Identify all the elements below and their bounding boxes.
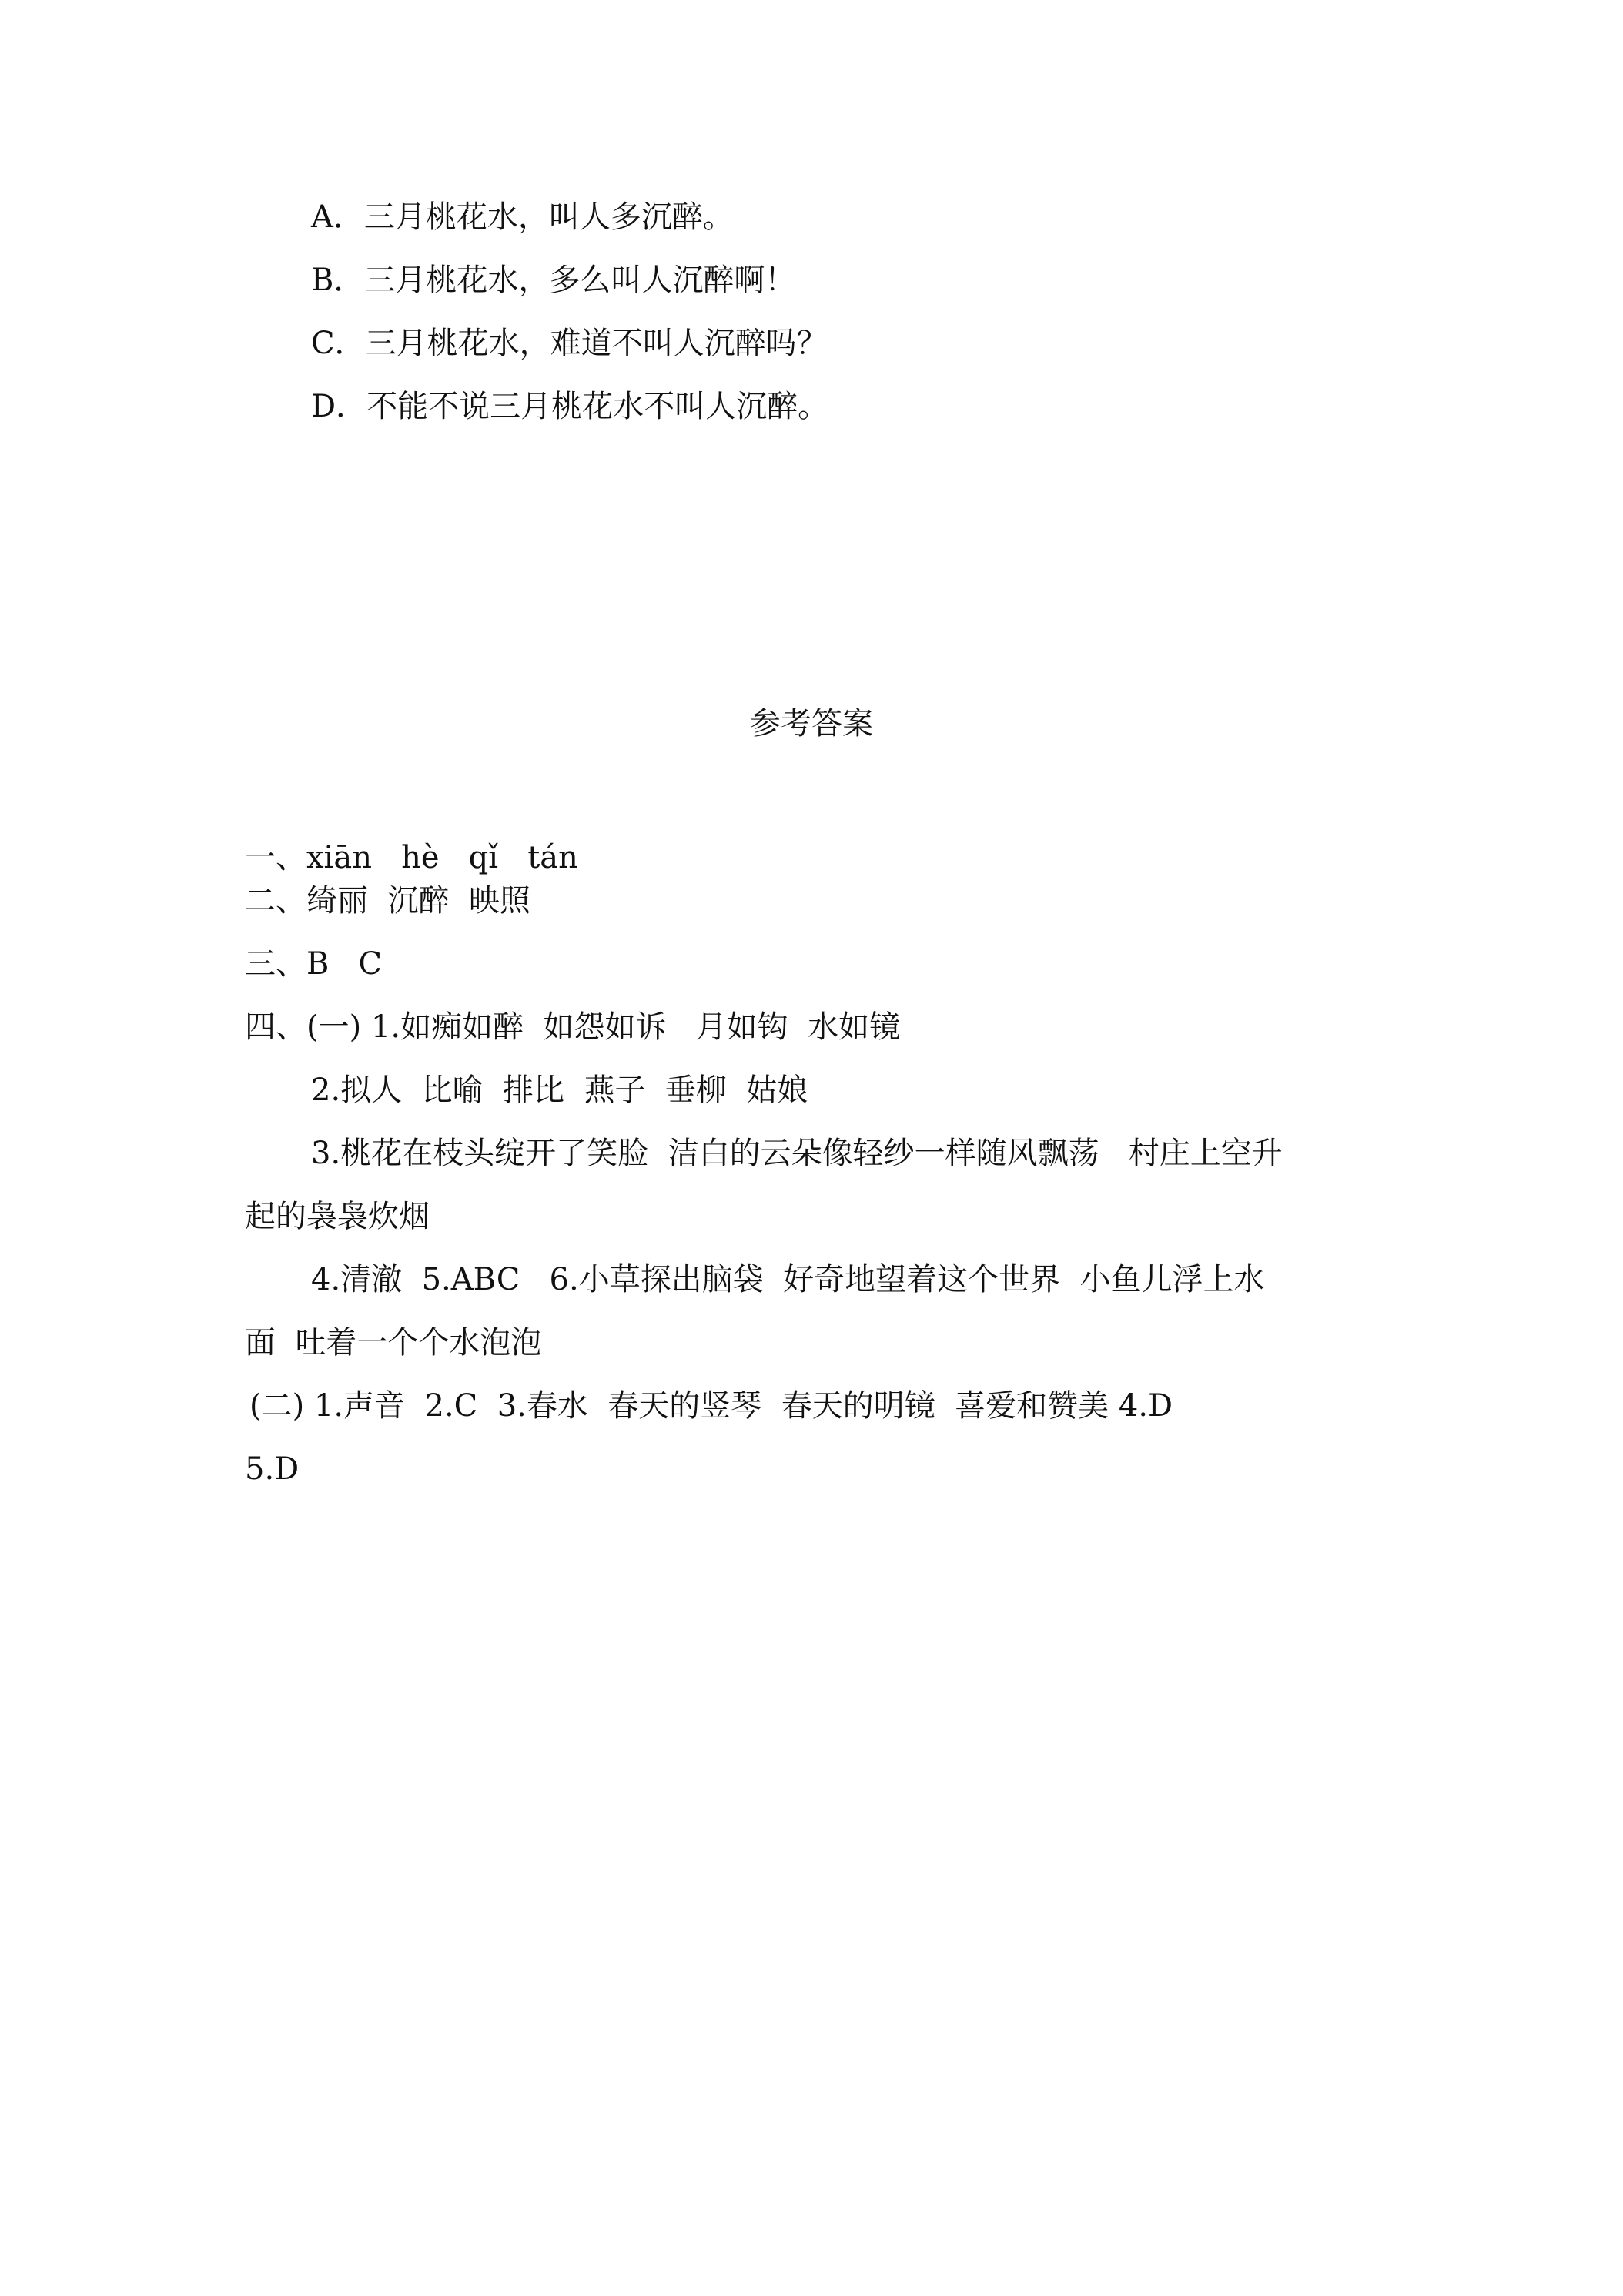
answer-part-1: 一、xiān hè qǐ tán bbox=[245, 840, 578, 875]
answer-part-4-items-4-6: 4.清澈 5.ABC 6.小草探出脑袋 好奇地望着这个世界 小鱼儿浮上水 bbox=[311, 1262, 1265, 1297]
answer-part-4-items-4-6-continued: 面 吐着一个个水泡泡 bbox=[245, 1325, 542, 1361]
option-b: B．三月桃花水，多么叫人沉醉啊！ bbox=[311, 263, 796, 298]
answer-part-3: 三、B C bbox=[245, 946, 383, 982]
answer-part-4-section-2: (二) 1.声音 2.C 3.春水 春天的竖琴 春天的明镜 喜爱和赞美 4.D bbox=[249, 1388, 1173, 1424]
answer-part-4: 四、(一) 1.如痴如醉 如怨如诉 月如钩 水如镜 bbox=[245, 1009, 901, 1045]
answer-part-4-item-3-continued: 起的袅袅炊烟 bbox=[245, 1199, 430, 1234]
answer-part-2: 二、绮丽 沉醉 映照 bbox=[245, 883, 530, 919]
answer-title: 参考答案 bbox=[750, 706, 873, 741]
answer-part-4-item-3: 3.桃花在枝头绽开了笑脸 洁白的云朵像轻纱一样随风飘荡 村庄上空升 bbox=[311, 1136, 1283, 1171]
option-c: C．三月桃花水，难道不叫人沉醉吗？ bbox=[311, 326, 828, 361]
option-a: A．三月桃花水，叫人多沉醉。 bbox=[311, 199, 734, 235]
answer-part-4-item-2: 2.拟人 比喻 排比 燕子 垂柳 姑娘 bbox=[311, 1073, 808, 1108]
option-d: D．不能不说三月桃花水不叫人沉醉。 bbox=[311, 389, 829, 424]
answer-part-4-section-2-continued: 5.D bbox=[245, 1451, 300, 1487]
